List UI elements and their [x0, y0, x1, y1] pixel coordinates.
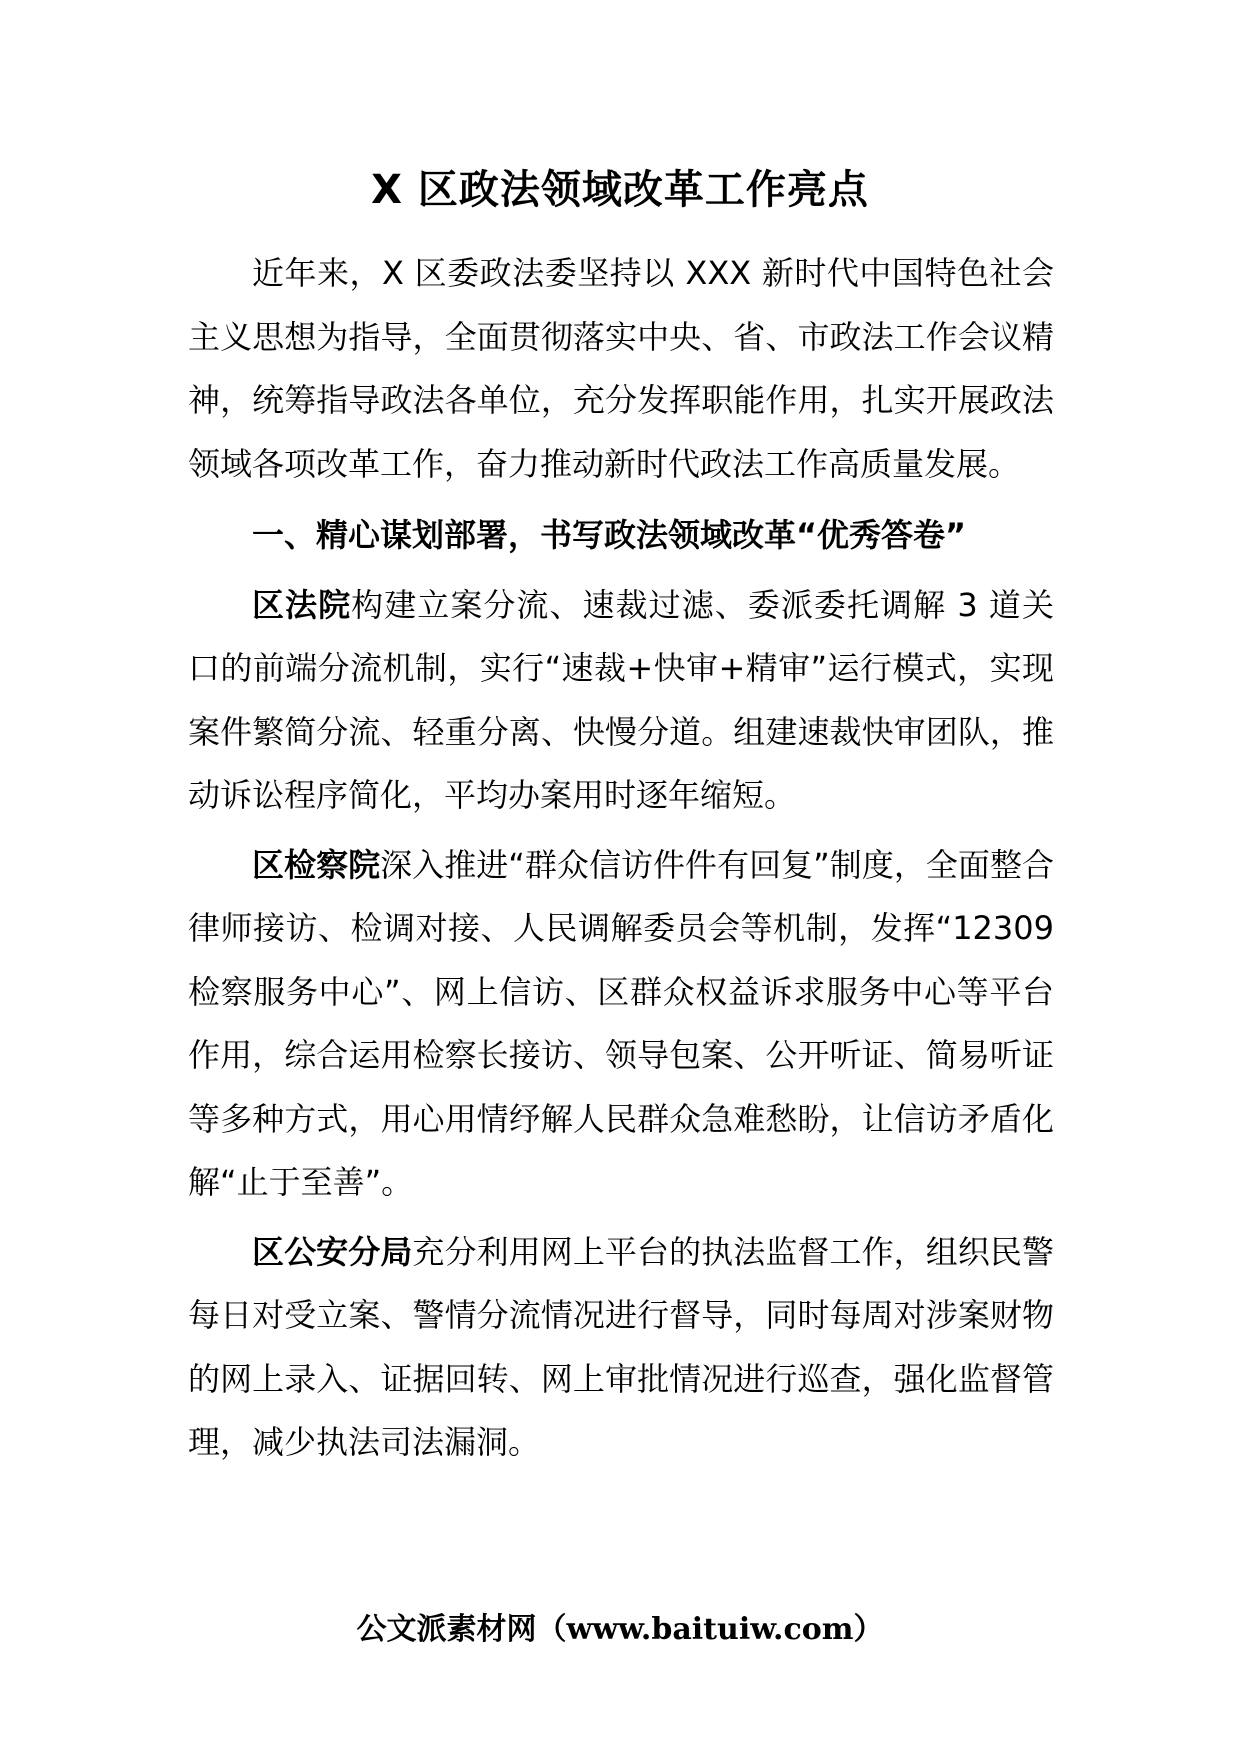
police-text: 充分利用网上平台的执法监督工作，组织民警每日对受立案、警情分流情况进行督导，同时每周对涉案财物的网上录入、证据回转、网上审批情况进行巡查，强化监督管理，减少执法司法漏洞。: [188, 1232, 1054, 1461]
footer-watermark: 公文派素材网（www.baituiw.com）: [356, 1612, 884, 1647]
court-lead: 区法院: [252, 585, 352, 624]
section-heading: 一、精心谋划部署，书写政法领域改革“优秀答卷”: [252, 516, 967, 554]
procuratorate-lead: 区检察院: [252, 845, 381, 884]
procuratorate-paragraph: [188, 834, 1054, 1215]
court-text: 构建立案分流、速裁过滤、委派委托调解 3 道关口的前端分流机制，实行“速裁+快审+精审”运行模式，实现案件繁简分流、轻重分离、快慢分道。组建速裁快审团队，推动诉讼程序简化，平均办案用时逐年缩短。: [188, 585, 1054, 814]
court-paragraph: [188, 574, 1054, 828]
procuratorate-text: 深入推进“群众信访件件有回复”制度，全面整合律师接访、检调对接、人民调解委员会等机制，发挥“12309 检察服务中心”、网上信访、区群众权益诉求服务中心等平台作用，综合运用检察长接访、领导包案、公开听证、简易听证等多种方式，用心用情纾解人民群众急难愁盼，让信访矛盾化解“止于至善”。: [188, 845, 1054, 1201]
police-lead: 区公安分局: [252, 1232, 413, 1271]
document-body: [188, 242, 1054, 1475]
document-title: X 区政法领域改革工作亮点: [371, 167, 869, 213]
intro-paragraph: 近年来，X 区委政法委坚持以 XXX 新时代中国特色社会主义思想为指导，全面贯彻落实中央、省、市政法工作会议精神，统筹指导政法各单位，充分发挥职能作用，扎实开展政法领域各项改革工作，奋力推动新时代政法工作高质量发展。: [188, 254, 1054, 483]
police-paragraph: [188, 1221, 1054, 1475]
